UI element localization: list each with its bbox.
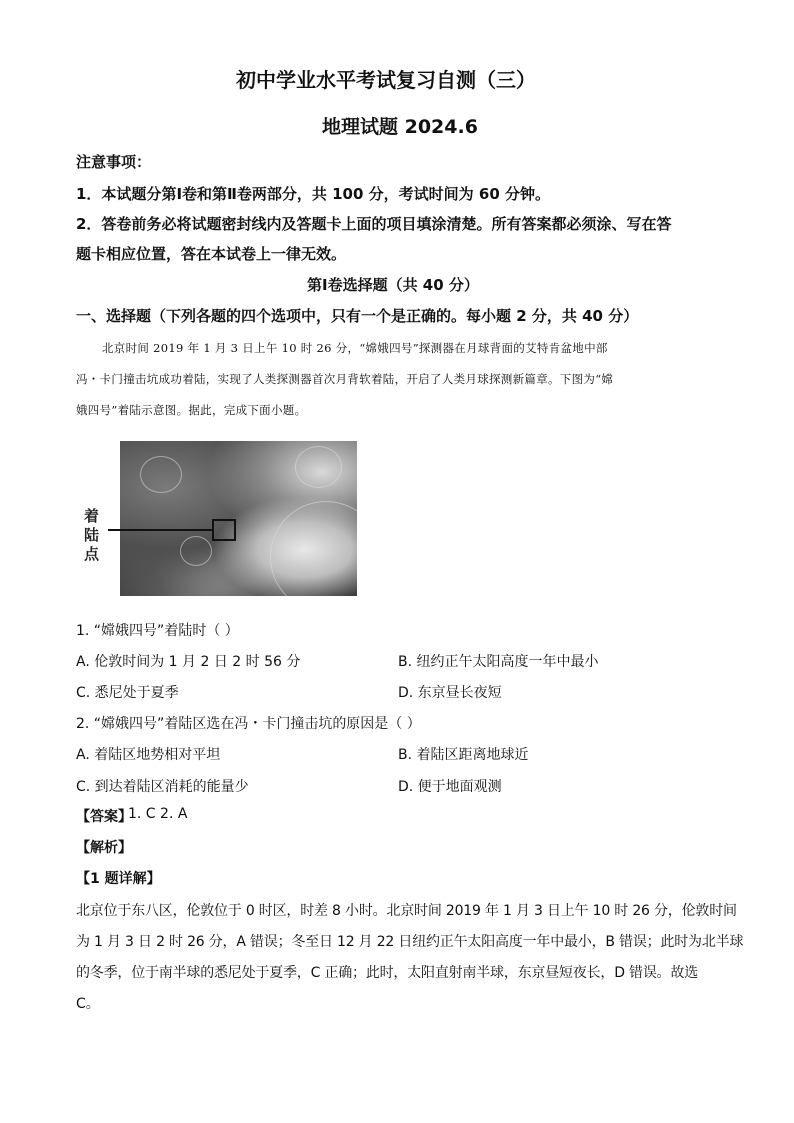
crater-rim (270, 501, 357, 596)
notice-item-1: 1．本试题分第Ⅰ卷和第Ⅱ卷两部分，共 100 分，考试时间为 60 分钟。 (76, 185, 550, 203)
question-1-stem: 1. “嫦娥四号”着陆时（ ） (76, 623, 239, 639)
passage-line-1: 北京时间 2019 年 1 月 3 日上午 10 时 26 分，“嫦娥四号”探测器在月球背面的艾特肯盆地中部 (102, 341, 608, 355)
lunar-landing-image (120, 441, 357, 596)
landing-label-char-3: 点 (84, 545, 100, 563)
analysis-tag: 【解析】 (76, 840, 132, 856)
question-2-option-c: C. 到达着陆区消耗的能量少 (76, 779, 249, 795)
notice-item-2-line-1: 2．答卷前务必将试题密封线内及答题卡上面的项目填涂清楚。所有答案都必须涂、写在答 (76, 215, 672, 233)
landing-label-char-2: 陆 (84, 526, 100, 544)
exam-subtitle: 地理试题 2024.6 (322, 116, 478, 138)
detail-tag-q1: 【1 题详解】 (76, 871, 161, 887)
analysis-line-1: 北京位于东八区，伦敦位于 0 时区，时差 8 小时。北京时间 2019 年 1 月 3 日上午 10 时 26 分，伦敦时间 (76, 903, 737, 919)
question-2-stem: 2. “嫦娥四号”着陆区选在冯・卡门撞击坑的原因是（ ） (76, 716, 421, 732)
notice-item-2-line-2: 题卡相应位置，答在本试卷上一律无效。 (76, 245, 347, 263)
question-1-option-c: C. 悉尼处于夏季 (76, 685, 179, 701)
question-1-option-d: D. 东京昼长夜短 (398, 685, 502, 701)
passage-line-3: 娥四号”着陆示意图。据此，完成下面小题。 (76, 403, 307, 417)
part-title: 第Ⅰ卷选择题（共 40 分） (307, 276, 479, 294)
small-crater (295, 446, 342, 488)
small-crater (180, 536, 212, 566)
small-crater (140, 456, 182, 493)
exam-title: 初中学业水平考试复习自测（三） (236, 68, 536, 92)
landing-label-char-1: 着 (84, 507, 100, 525)
question-2-option-d: D. 便于地面观测 (398, 779, 502, 795)
analysis-line-2: 为 1 月 3 日 2 时 26 分，A 错误；冬至日 12 月 22 日纽约正午太阳高度一年中最小，B 错误；此时为北半球 (76, 934, 744, 950)
answer-text: 1. C 2. A (128, 806, 188, 822)
notice-heading: 注意事项： (76, 153, 152, 171)
answer-tag: 【答案】 (76, 809, 132, 825)
question-2-option-b: B. 着陆区距离地球近 (398, 747, 529, 763)
question-1-option-b: B. 纽约正午太阳高度一年中最小 (398, 654, 599, 670)
analysis-line-4: C。 (76, 996, 100, 1012)
landing-site-box (212, 519, 236, 541)
analysis-line-3: 的冬季，位于南半球的悉尼处于夏季，C 正确；此时，太阳直射南半球，东京昼短夜长，D 错误。故选 (76, 965, 699, 981)
section-heading: 一、选择题（下列各题的四个选项中，只有一个是正确的。每小题 2 分，共 40 分） (76, 307, 639, 325)
passage-line-2: 冯・卡门撞击坑成功着陆，实现了人类探测器首次月背软着陆，开启了人类月球探测新篇章。下图为“嫦 (76, 372, 614, 386)
landing-site-pointer (108, 529, 212, 531)
question-1-option-a: A. 伦敦时间为 1 月 2 日 2 时 56 分 (76, 654, 301, 670)
question-2-option-a: A. 着陆区地势相对平坦 (76, 747, 221, 763)
